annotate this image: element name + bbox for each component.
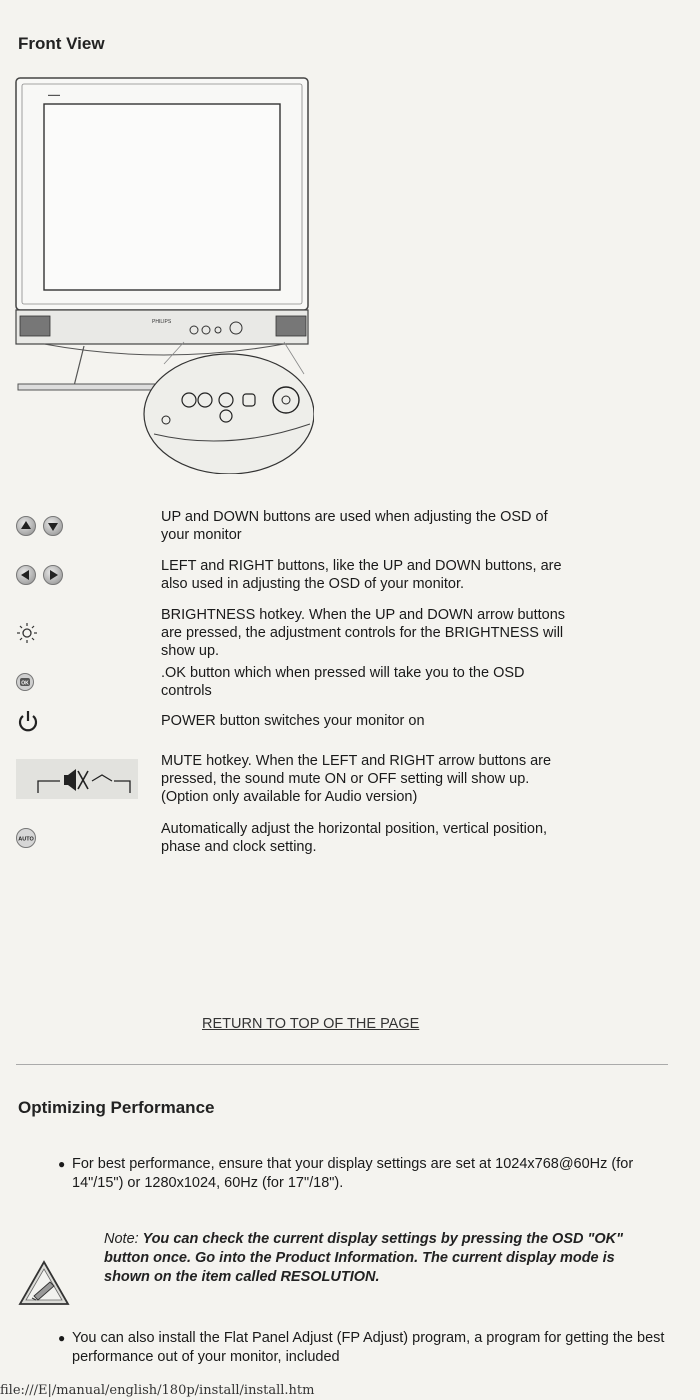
optimizing-performance-title: Optimizing Performance	[18, 1098, 215, 1117]
left-right-buttons-icon	[16, 565, 66, 585]
control-description: BRIGHTNESS hotkey. When the UP and DOWN arrow buttons are pressed, the adjustment controls for the BRIGHTNESS will show up.	[161, 607, 566, 659]
bullet-dot-icon: ●	[58, 1157, 66, 1171]
controls-table	[16, 506, 576, 858]
note-icon	[18, 1260, 70, 1306]
up-down-buttons-icon	[16, 516, 66, 536]
control-row-power	[16, 702, 576, 740]
brightness-icon	[16, 622, 38, 644]
control-row-mute	[16, 740, 576, 818]
control-description: MUTE hotkey. When the LEFT and RIGHT arrow buttons are pressed, the sound mute ON or OFF setting will show up. (Option only available for Audio version)	[161, 753, 552, 805]
section-divider	[16, 1064, 668, 1065]
return-to-top-link[interactable]: RETURN TO TOP OF THE PAGE	[202, 1016, 420, 1032]
control-row-left-right	[16, 546, 576, 604]
brand-label: PHILIPS	[152, 319, 172, 325]
note-lead: Note:	[104, 1231, 139, 1247]
ok-button-icon	[16, 673, 34, 691]
svg-text:▬▬▬: ▬▬▬	[48, 92, 60, 97]
note-body: You can check the current display settings by pressing the OSD "OK" button once. Go into the Product Information. The current display mode is shown on the item called RESOLUTION.	[104, 1231, 623, 1285]
control-description: LEFT and RIGHT buttons, like the UP and DOWN buttons, are also used in adjusting the OSD of your monitor.	[161, 558, 562, 592]
control-description: Automatically adjust the horizontal position, vertical position, phase and clock setting.	[161, 821, 548, 855]
mute-icon	[16, 759, 138, 799]
control-row-up-down	[16, 506, 576, 546]
svg-text:AUTO: AUTO	[18, 836, 34, 843]
bullet-text: For best performance, ensure that your display settings are set at 1024x768@60Hz (for 14"/15") or 1280x1024, 60Hz (for 17"/18").	[72, 1156, 634, 1191]
file-path-fragment: file:///E|/manual/english/180p/install/install.htm	[0, 1383, 315, 1398]
bullet-dot-icon: ●	[58, 1331, 66, 1345]
control-row-brightness	[16, 604, 576, 662]
control-row-ok	[16, 662, 576, 702]
control-description: UP and DOWN buttons are used when adjusting the OSD of your monitor	[161, 509, 548, 543]
svg-text:OK: OK	[21, 680, 29, 687]
list-item	[58, 1155, 672, 1193]
monitor-front-illustration	[14, 74, 314, 474]
control-row-auto	[16, 818, 576, 858]
control-description: POWER button switches your monitor on	[161, 713, 425, 729]
note-text	[104, 1230, 664, 1287]
power-icon	[16, 709, 40, 733]
control-description: .OK button which when pressed will take you to the OSD controls	[161, 665, 525, 699]
list-item	[58, 1329, 672, 1367]
front-view-title: Front View	[18, 34, 105, 53]
auto-button-icon	[16, 828, 36, 848]
bullet-text: You can also install the Flat Panel Adjust (FP Adjust) program, a program for getting the best performance out of your monitor, included	[72, 1330, 665, 1365]
